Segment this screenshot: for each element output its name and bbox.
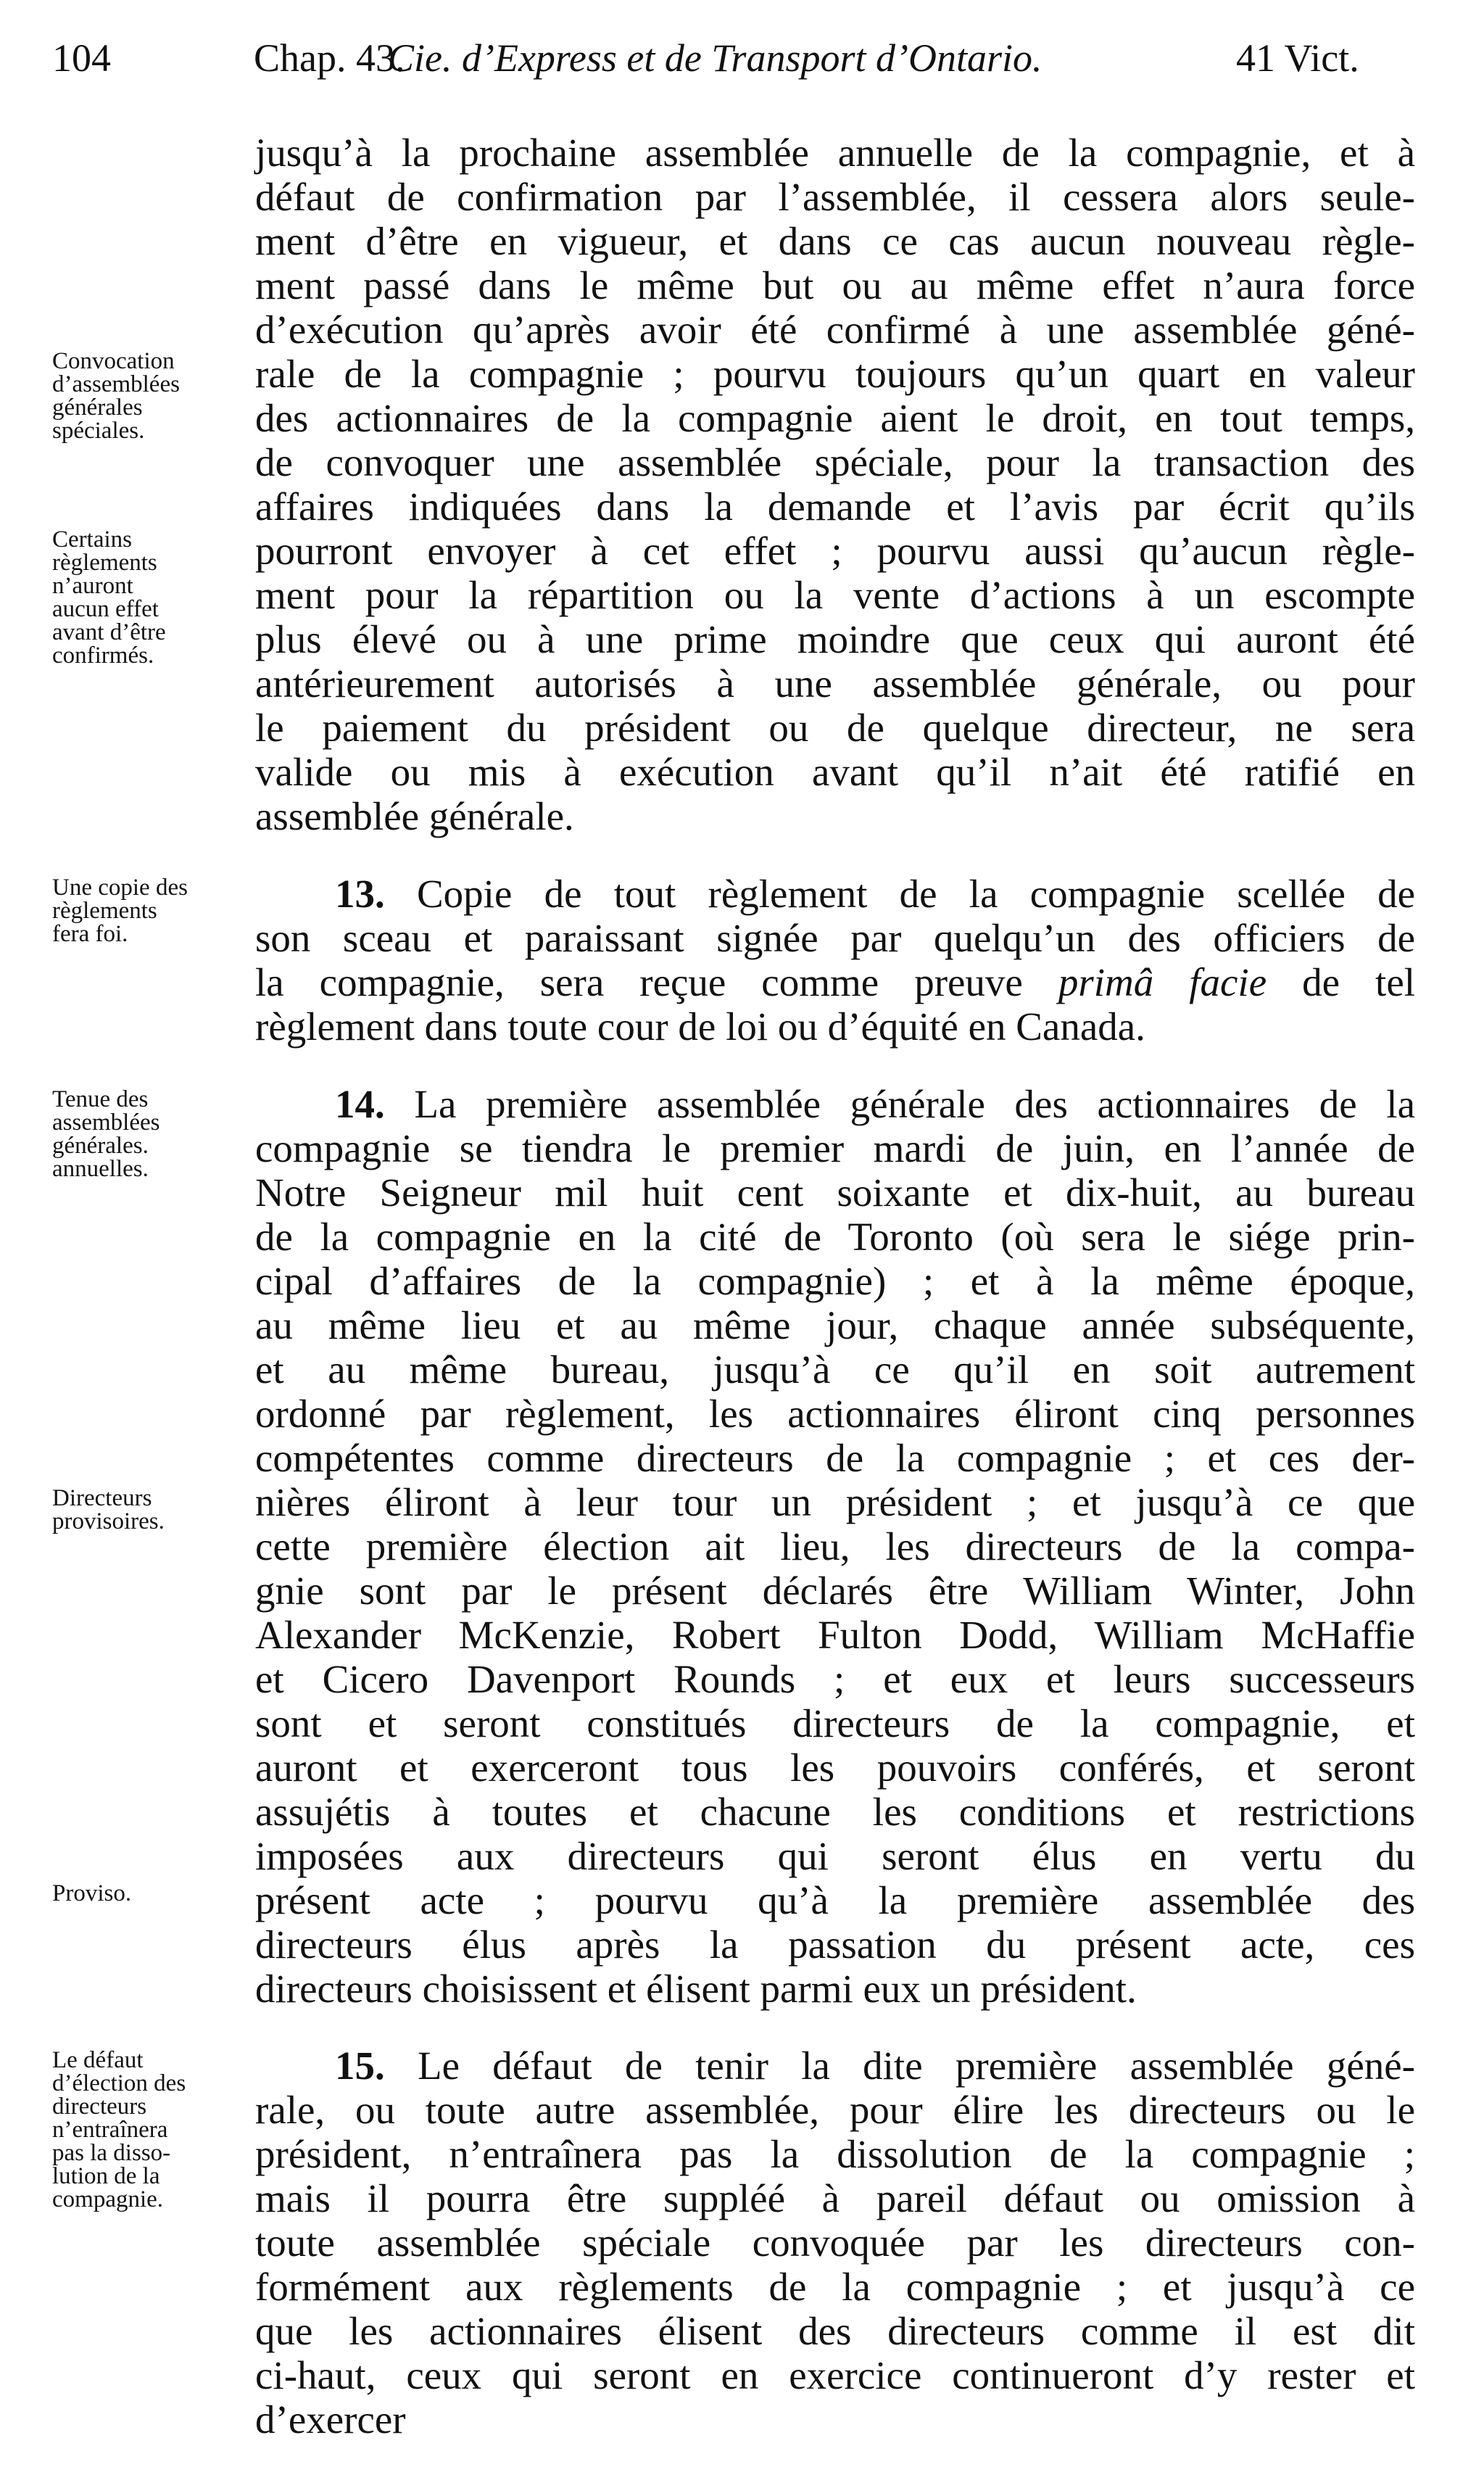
text-line: nières éliront à leur tour un président ; et jusqu’à ce que xyxy=(255,1480,1415,1524)
text-line: rale de la compagnie ; pourvu toujours qu’un quart en valeur xyxy=(255,352,1415,396)
text-line: cipal d’affaires de la compagnie) ; et à la même époque, xyxy=(255,1259,1415,1303)
text-line: président, n’entraînera pas la dissolution de la compagnie ; xyxy=(255,2132,1415,2176)
text-line: le paiement du président ou de quelque directeur, ne sera xyxy=(255,706,1415,750)
section-13 xyxy=(255,872,1415,1049)
text-span: Le défaut de tenir la dite première assemblée géné- xyxy=(418,2043,1416,2088)
text-line: formément aux règlements de la compagnie ; et jusqu’à ce xyxy=(255,2265,1415,2309)
text-line: ment passé dans le même but ou au même effet n’aura force xyxy=(255,263,1415,307)
text-line: règlement dans toute cour de loi ou d’équité en Canada. xyxy=(255,1004,1145,1049)
marginal-note-defaut: Le défaut d’élection des directeurs n’entraînera pas la disso- lution de la compagnie. xyxy=(52,2047,186,2212)
page-number: 104 xyxy=(52,36,111,80)
text-line: ment pour la répartition ou la vente d’actions à un escompte xyxy=(255,573,1415,617)
text-line: au même lieu et au même jour, chaque année subséquente, xyxy=(255,1303,1415,1347)
text-line: Alexander McKenzie, Robert Fulton Dodd, William McHaffie xyxy=(255,1613,1415,1657)
text-line: des actionnaires de la compagnie aient le droit, en tout temps, xyxy=(255,396,1415,440)
marginal-note-directeurs: Directeurs provisoires. xyxy=(52,1485,165,1534)
text-line: valide ou mis à exécution avant qu’il n’ait été ratifié en xyxy=(255,750,1415,794)
section-14 xyxy=(255,1082,1415,2011)
text-line: jusqu’à la prochaine assemblée annuelle de la compagnie, et à xyxy=(255,131,1415,175)
running-title: Cie. d’Express et de Transport d’Ontario. xyxy=(388,36,1042,80)
text-line: rale, ou toute autre assemblée, pour élire les directeurs ou le xyxy=(255,2088,1415,2132)
text-line: et au même bureau, jusqu’à ce qu’il en soit autrement xyxy=(255,1347,1415,1392)
section-first-line xyxy=(255,872,1415,916)
text-line: assujétis à toutes et chacune les conditions et restrictions xyxy=(255,1790,1415,1834)
text-line: que les actionnaires élisent des directeurs comme il est dit xyxy=(255,2309,1415,2353)
text-line: gnie sont par le présent déclarés être William Winter, John xyxy=(255,1569,1415,1613)
text-line: d’exécution qu’après avoir été confirmé à une assemblée géné- xyxy=(255,307,1415,352)
text-line: imposées aux directeurs qui seront élus en vertu du xyxy=(255,1834,1415,1878)
text-line: directeurs élus après la passation du présent acte, ces xyxy=(255,1922,1415,1967)
section-first-line xyxy=(255,2043,1415,2088)
text-line: pourront envoyer à cet effet ; pourvu aussi qu’aucun règle- xyxy=(255,529,1415,573)
text-line: sont et seront constitués directeurs de la compagnie, et xyxy=(255,1701,1415,1745)
text-line: assemblée générale. xyxy=(255,794,574,838)
catchword: d’exercer xyxy=(255,2397,406,2442)
section-number: 14. xyxy=(335,1082,385,1126)
text-line: défaut de confirmation par l’assemblée, il cessera alors seule- xyxy=(255,175,1415,219)
text-span: de tel xyxy=(1302,960,1416,1004)
text-line: auront et exerceront tous les pouvoirs conférés, et seront xyxy=(255,1745,1415,1790)
text-line: toute assemblée spéciale convoquée par les directeurs con- xyxy=(255,2220,1415,2265)
text-line: ci-haut, ceux qui seront en exercice continueront d’y rester et xyxy=(255,2353,1415,2397)
text-line: ment d’être en vigueur, et dans ce cas aucun nouveau règle- xyxy=(255,219,1415,263)
section-first-line xyxy=(255,1082,1415,1126)
text-span: Copie de tout règlement de la compagnie scellée de xyxy=(416,872,1415,916)
running-header xyxy=(0,29,1484,87)
marginal-note-proviso: Proviso. xyxy=(52,1880,132,1906)
text-line: plus élevé ou à une prime moindre que ceux qui auront été xyxy=(255,617,1415,661)
text-line: mais il pourra être suppléé à pareil défaut ou omission à xyxy=(255,2176,1415,2220)
marginal-note-tenue: Tenue des assemblées générales. annuelles. xyxy=(52,1086,160,1182)
regnal-year: 41 Vict. xyxy=(1236,36,1359,80)
text-line: son sceau et paraissant signée par quelqu’un des officiers de xyxy=(255,916,1415,960)
text-line: Notre Seigneur mil huit cent soixante et dix-huit, au bureau xyxy=(255,1170,1415,1215)
text-span: La première assemblée générale des actionnaires de la xyxy=(414,1082,1416,1126)
chapter-label: Chap. 43. xyxy=(254,36,405,80)
text-line xyxy=(255,960,1415,1004)
paragraph-continued xyxy=(255,131,1415,838)
text-line: affaires indiquées dans la demande et l’avis par écrit qu’ils xyxy=(255,484,1415,529)
marginal-note-copie: Une copie des règlements fera foi. xyxy=(52,875,188,947)
text-line: de la compagnie en la cité de Toronto (où sera le siége prin- xyxy=(255,1215,1415,1259)
text-line: et Cicero Davenport Rounds ; et eux et leurs successeurs xyxy=(255,1657,1415,1701)
latin-phrase: primâ facie xyxy=(1058,960,1267,1004)
marginal-note-convocation: Convocation d’assemblées générales spéciales. xyxy=(52,348,180,444)
marginal-note-reglements: Certains règlements n’auront aucun effet avant d’être confirmés. xyxy=(52,526,166,669)
text-line: compétentes comme directeurs de la compagnie ; et ces der- xyxy=(255,1436,1415,1480)
section-15 xyxy=(255,2043,1415,2442)
text-line: cette première élection ait lieu, les directeurs de la compa- xyxy=(255,1524,1415,1569)
text-line: ordonné par règlement, les actionnaires éliront cinq personnes xyxy=(255,1392,1415,1436)
text-span: la compagnie, sera reçue comme preuve xyxy=(255,960,1023,1004)
section-number: 15. xyxy=(335,2043,385,2088)
text-line: de convoquer une assemblée spéciale, pour la transaction des xyxy=(255,440,1415,484)
text-line: compagnie se tiendra le premier mardi de juin, en l’année de xyxy=(255,1126,1415,1170)
text-line: directeurs choisissent et élisent parmi eux un président. xyxy=(255,1967,1137,2011)
section-number: 13. xyxy=(335,872,385,916)
text-line: présent acte ; pourvu qu’à la première assemblée des xyxy=(255,1878,1415,1922)
text-line: antérieurement autorisés à une assemblée générale, ou pour xyxy=(255,661,1415,706)
